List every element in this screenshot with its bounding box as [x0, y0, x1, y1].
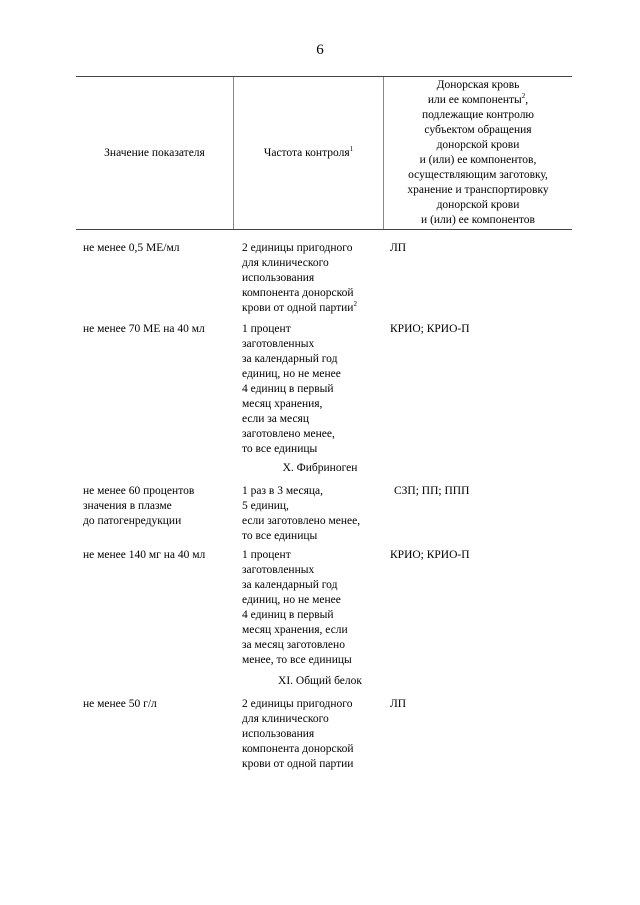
- header-value-label: Значение показателя: [104, 146, 205, 159]
- section-title-fibrinogen: X. Фибриноген: [282, 462, 358, 474]
- control-frequency: 1 процент заготовленных за календарный год единиц, но не менее 4 единиц в первый месяц хранения, если за месяц заготовлено менее, то все единицы: [242, 323, 341, 455]
- page-number: 6: [316, 42, 324, 58]
- indicator-value: не менее 50 г/л: [83, 698, 157, 710]
- blood-components: ЛП: [390, 698, 407, 710]
- control-frequency: 1 раз в 3 месяца, 5 единиц, если заготовлено менее, то все единицы: [242, 485, 361, 542]
- header-components-column: [384, 77, 572, 229]
- blood-components: ЛП: [390, 242, 407, 254]
- footnote-marker: 2: [353, 300, 357, 309]
- header-components-label: Донорская кровь или ее компоненты$^2$, подлежащие контролю субъектом обращения донорской крови и (или) ее компонентов, осуществляющим заготовку, хранение и транспортировку донорской крови и (или) ее компонентов: [407, 79, 549, 226]
- blood-components: СЗП; ПП; ППП: [394, 485, 470, 497]
- table-header: [76, 76, 572, 230]
- indicator-value: не менее 60 процентов значения в плазме до патогенредукции: [83, 485, 195, 527]
- header-value-column: [76, 77, 234, 229]
- indicator-value: не менее 140 мг на 40 мл: [83, 549, 206, 561]
- header-frequency-label: Частота контроля$^1$: [263, 144, 354, 159]
- blood-components: КРИО; КРИО-П: [390, 549, 470, 561]
- header-frequency-column: [234, 77, 384, 229]
- control-frequency: 2 единицы пригодного для клинического использования компонента донорской крови от одной партии$^2$: [242, 242, 357, 314]
- section-title-total-protein: XI. Общий белок: [278, 675, 362, 687]
- indicator-value: не менее 70 МЕ на 40 мл: [83, 323, 205, 335]
- blood-components: КРИО; КРИО-П: [390, 323, 470, 335]
- footnote-marker: 2: [521, 92, 526, 101]
- indicator-value: не менее 0,5 МЕ/мл: [83, 242, 180, 254]
- control-frequency: 1 процент заготовленных за календарный год единиц, но не менее 4 единиц в первый месяц хранения, если за месяц заготовлено менее, то все единицы: [242, 549, 352, 666]
- footnote-marker: 1: [349, 144, 354, 153]
- control-frequency: 2 единицы пригодного для клинического использования компонента донорской крови от одной партии: [242, 698, 354, 770]
